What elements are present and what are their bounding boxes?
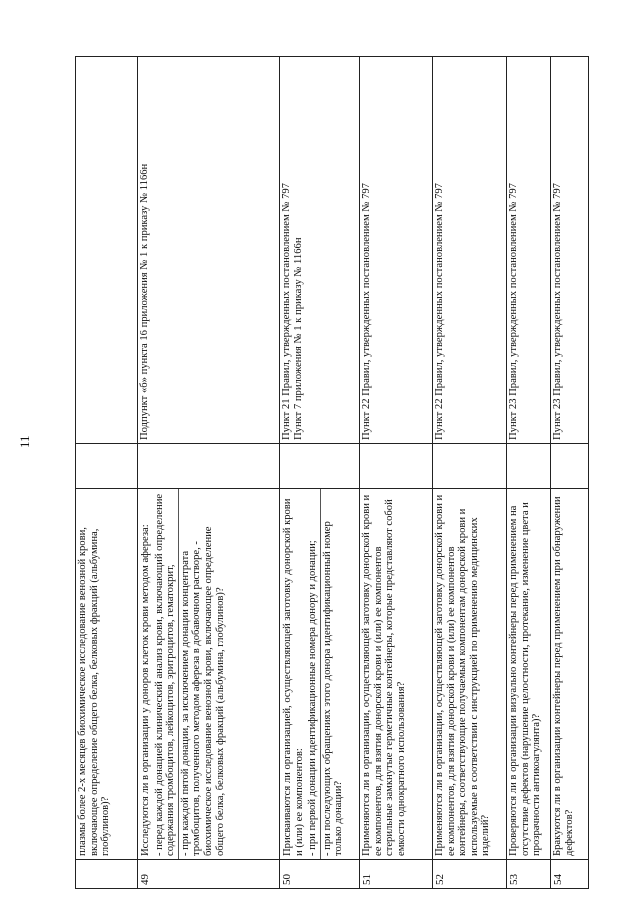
reference-text: Пункт 23 Правил, утвержденных постановлением № 797 (551, 57, 589, 444)
sub-question-text: - перед каждой донацией клинический анализ крови, включающий определение содержания тромбоцитов, лейкоцитов, эритроцитов, гематокрит, (153, 493, 177, 856)
reference-text-secondary: Пункт 7 приложения № 1 к приказу № 1166н (292, 237, 304, 440)
question-text: Исследуются ли в организации у доноров клеток крови методом афереза: (140, 524, 151, 856)
question-cell (280, 489, 360, 860)
page-number: 11 (17, 435, 32, 448)
checklist-table (75, 56, 589, 889)
table-row (360, 57, 433, 889)
question-cell (138, 489, 280, 860)
answer-cell (138, 444, 280, 489)
sub-question-text: - при последующих обращениях этого донора идентификационный номер только донации? (321, 521, 345, 856)
reference-text: Пункт 23 Правил, утвержденных постановлением № 797 (507, 57, 551, 444)
question-text: Проверяются ли в организации визуально контейнеры перед применением на отсутствие дефектов (нарушение целостности, протекание, изменение цвета и прозрачности антикоагулянта)? (507, 489, 551, 860)
reference-text: Подпункт «б» пункта 16 приложения № 1 к приказу № 1166н (138, 57, 280, 444)
question-text: Бракуются ли в организации контейнеры перед применением при обнаружении дефектов? (551, 489, 589, 860)
reference-text: Пункт 22 Правил, утвержденных постановлением № 797 (433, 57, 507, 444)
reference-text: Пункт 21 Правил, утвержденных постановлением № 797 (281, 183, 292, 440)
row-number (76, 860, 138, 889)
sub-question-text: - при первой донации идентификационные номера донору и донации; (307, 540, 319, 856)
reference-text (76, 57, 138, 444)
question-text: Применяются ли в организации, осуществляющей заготовку донорской крови и ее компонентов, для взятия донорской крови и (или) ее компонентов контейнеры, соответствующие получаемым компонентам донорской крови и используемые в соответствии с инструкцией по применению медицинских изделий? (433, 489, 507, 860)
row-number: 50 (280, 860, 360, 889)
reference-cell (280, 57, 360, 444)
answer-cell (280, 444, 360, 489)
question-text: Применяются ли в организации, осуществляющей заготовку донорской крови и ее компонентов, для взятия донорской крови и (или) ее компонентов стерильные замкнутые герметичные контейнеры, которые представляют собой емкости однократного использования? (360, 489, 433, 860)
answer-cell (551, 444, 589, 489)
question-text: Присваиваются ли организацией, осуществляющей заготовку донорской крови и (или) ее компонентов: (282, 498, 305, 856)
answer-cell (76, 444, 138, 489)
row-number: 54 (551, 860, 589, 889)
table-row (280, 57, 360, 889)
rotated-table-container (75, 79, 595, 889)
row-number: 52 (433, 860, 507, 889)
question-text: плазмы более 2-х месяцев биохимическое исследование венозной крови, включающее определение общего белка, белковых фракций (альбумина, глобулинов)? (76, 489, 138, 860)
reference-text: Пункт 22 Правил, утвержденных постановлением № 797 (360, 57, 433, 444)
row-number: 51 (360, 860, 433, 889)
row-number: 53 (507, 860, 551, 889)
table-row (433, 57, 507, 889)
answer-cell (507, 444, 551, 489)
row-number: 49 (138, 860, 280, 889)
sub-question-text: - при каждой пятой донации, за исключением донации концентрата тромбоцитов, полученного методом афереза в добавочном растворе, - биохимическое исследование венозной крови, включающее определение общего белка, белковых фракций (альбумина, глобулинов)? (179, 526, 226, 856)
table-row (76, 57, 138, 889)
table-row (507, 57, 551, 889)
answer-cell (360, 444, 433, 489)
table-row (551, 57, 589, 889)
table-row (138, 57, 280, 889)
answer-cell (433, 444, 507, 489)
